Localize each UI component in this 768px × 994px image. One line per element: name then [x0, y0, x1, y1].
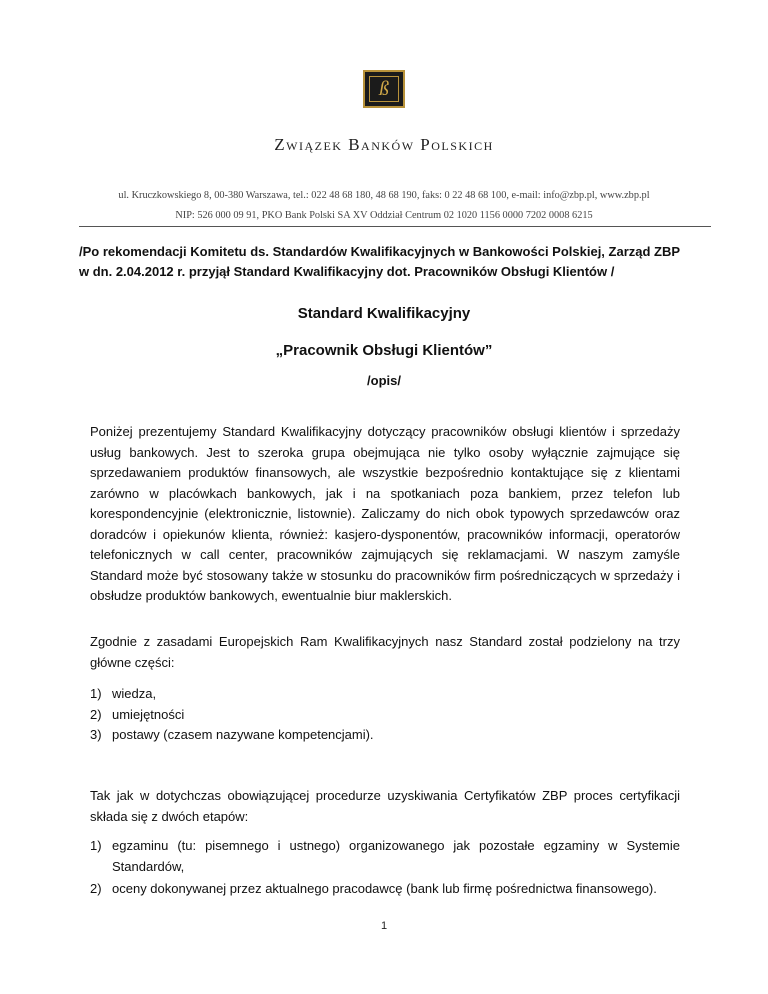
list-number: 1) [90, 838, 102, 853]
list-number: 1) [90, 686, 102, 701]
list-number: 3) [90, 727, 102, 742]
list-item [90, 705, 680, 726]
list-item [90, 836, 680, 877]
list-item-text: wiedza, [112, 686, 157, 701]
paragraph-certification: Tak jak w dotychczas obowiązującej procedurze uzyskiwania Certyfikatów ZBP proces certyfikacji składa się z dwóch etapów: [90, 788, 680, 824]
paragraph-intro: Poniżej prezentujemy Standard Kwalifikacyjny dotyczący pracowników obsługi klientów i sprzedaży usług bankowych. Jest to szeroka grupa obejmująca nie tylko osoby wyłącznie zajmujące się sprzedawaniem produktów finansowych, ale wszystkie bezpośrednio kontaktujące się z klientami zarówno w placówkach bankowych, jak i na spotkaniach poza bankiem, przez telefon lub korespondencyjnie (elektronicznie, listownie). Zaliczamy do nich obok typowych sprzedawców oraz doradców i opiekunów klienta, również: kasjero-dysponentów, pracowników informacji, operatorów telefonicznych w call center, pracowników zajmujących się reklamacjami. W naszym zamyśle Standard może być stosowany także w stosunku do pracowników firm pośredniczących w sprzedaży i obsłudze produktów bankowych, ewentualnie biur maklerskich. [90, 424, 680, 603]
list-item-text: postawy (czasem nazywane kompetencjami). [112, 727, 374, 742]
page-number: 1 [380, 920, 388, 932]
parts-list [90, 684, 680, 746]
document-subtitle: „Pracownik Obsługi Klientów” [275, 342, 493, 359]
address-line-1: ul. Kruczkowskiego 8, 00-380 Warszawa, tel.: 022 48 68 180, 48 68 190, faks: 0 22 48 68 100, e-mail: info@zbp.pl, www.zbp.pl [118, 190, 650, 201]
address-line-2: NIP: 526 000 09 91, PKO Bank Polski SA XV Oddział Centrum 02 1020 1156 0000 7202 0008 6215 [175, 210, 593, 221]
zbp-logo [363, 70, 405, 108]
list-item [90, 684, 680, 705]
list-item-text: egzaminu (tu: pisemnego i ustnego) organizowanego jak pozostałe egzaminy w Systemie Standardów, [112, 838, 680, 874]
paragraph-structure: Zgodnie z zasadami Europejskich Ram Kwalifikacyjnych nasz Standard został podzielony na trzy główne części: [90, 634, 680, 670]
list-item-text: oceny dokonywanej przez aktualnego pracodawcę (bank lub firmę pośrednictwa finansowego). [112, 881, 657, 896]
stages-list [90, 836, 680, 902]
document-title: Standard Kwalifikacyjny [297, 305, 471, 322]
list-item [90, 879, 680, 900]
organization-name: Związek Banków Polskich [274, 135, 494, 154]
logo-emblem: ß [369, 76, 399, 102]
header-divider [79, 226, 711, 227]
recommendation-note: /Po rekomendacji Komitetu ds. Standardów Kwalifikacyjnych w Bankowości Polskiej, Zarząd ZBP w dn. 2.04.2012 r. przyjął Standard Kwalifikacyjny dot. Pracowników Obsługi Klientów / [79, 244, 680, 279]
list-item-text: umiejętności [112, 706, 185, 722]
list-item [90, 725, 680, 746]
list-number: 2) [90, 881, 102, 896]
document-label-opis: /opis/ [367, 373, 401, 388]
list-number: 2) [90, 706, 102, 722]
